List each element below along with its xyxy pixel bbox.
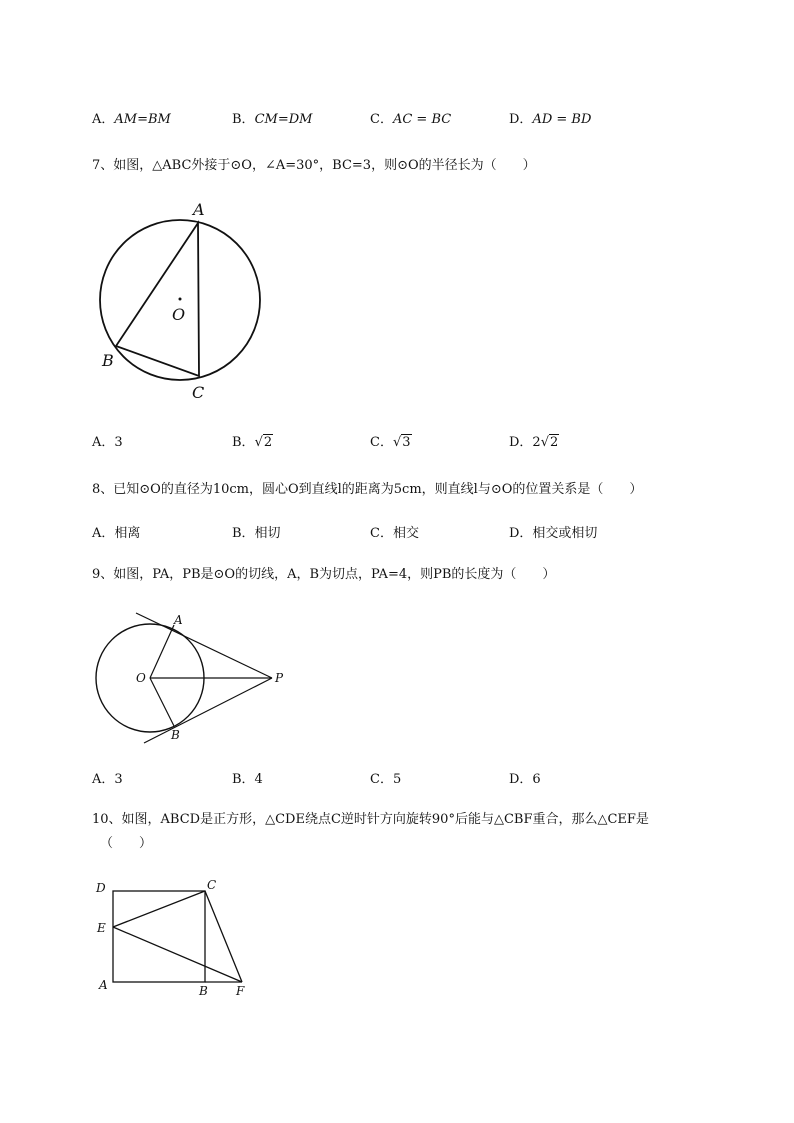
q9-option-c: C．5 xyxy=(370,772,402,787)
q7-option-a: A．3 xyxy=(92,435,123,450)
q9-figure xyxy=(92,605,292,745)
q6-option-c: C．AC = BC xyxy=(370,112,452,127)
q9-options xyxy=(92,768,652,790)
q7-option-c: C．√3 xyxy=(370,435,411,450)
q10-label-c: C xyxy=(207,878,217,892)
q6-option-d: D．AD = BD xyxy=(509,112,592,127)
q6-options xyxy=(92,108,652,130)
q10-label-f: F xyxy=(236,984,245,998)
q9-label-b: B xyxy=(171,728,180,742)
q9-tangent-pb xyxy=(144,678,272,743)
q7-label-c: C xyxy=(192,383,205,402)
q7-option-b: B．√2 xyxy=(232,435,273,450)
q10-stem: 10、如图，ABCD是正方形，△CDE绕点C逆时针方向旋转90°后能与△CBF重合，那么△CEF是 xyxy=(92,812,649,827)
q7-stem: 7、如图，△ABC外接于⊙O，∠A=30°，BC=3，则⊙O的半径长为（ ） xyxy=(92,158,536,173)
q7-label-b: B xyxy=(102,351,114,370)
q8-stem: 8、已知⊙O的直径为10cm，圆心O到直线l的距离为5cm，则直线l与⊙O的位置关系是（ ） xyxy=(92,482,643,497)
q10-figure xyxy=(92,875,262,1005)
q9-label-a: A xyxy=(174,613,183,627)
q8-option-a: A．相离 xyxy=(92,526,141,541)
q9-option-b: B．4 xyxy=(232,772,263,787)
q9-tangent-pa xyxy=(136,613,272,678)
q8-option-b: B．相切 xyxy=(232,526,281,541)
q7-figure xyxy=(92,195,272,405)
q7-option-d: D．2√2 xyxy=(509,435,559,450)
q8-option-d: D．相交或相切 xyxy=(509,526,598,541)
q6-option-a: A．AM=BM xyxy=(92,112,171,127)
q7-center-dot xyxy=(179,298,182,301)
q8-option-c: C．相交 xyxy=(370,526,419,541)
q9-radius-ob xyxy=(150,678,174,726)
q10-label-d: D xyxy=(96,881,106,895)
q10-segment-ec xyxy=(113,891,205,927)
q10-square xyxy=(113,891,205,982)
q7-options xyxy=(92,431,652,453)
q9-stem: 9、如图，PA，PB是⊙O的切线，A，B为切点，PA=4，则PB的长度为（ ） xyxy=(92,567,556,582)
q9-label-p: P xyxy=(275,671,284,685)
q9-option-a: A．3 xyxy=(92,772,123,787)
q7-triangle xyxy=(116,223,199,376)
q7-label-o: O xyxy=(172,305,186,324)
q8-options xyxy=(92,522,652,544)
q10-label-b: B xyxy=(199,984,208,998)
q9-label-o: O xyxy=(136,671,146,685)
q10-stem-cont: （ ） xyxy=(100,836,153,851)
q7-label-a: A xyxy=(193,200,205,219)
q6-option-b: B．CM=DM xyxy=(232,112,313,127)
q9-option-d: D．6 xyxy=(509,772,541,787)
q9-radius-oa xyxy=(150,625,174,678)
q10-label-e: E xyxy=(97,921,106,935)
q10-label-a: A xyxy=(99,978,108,992)
